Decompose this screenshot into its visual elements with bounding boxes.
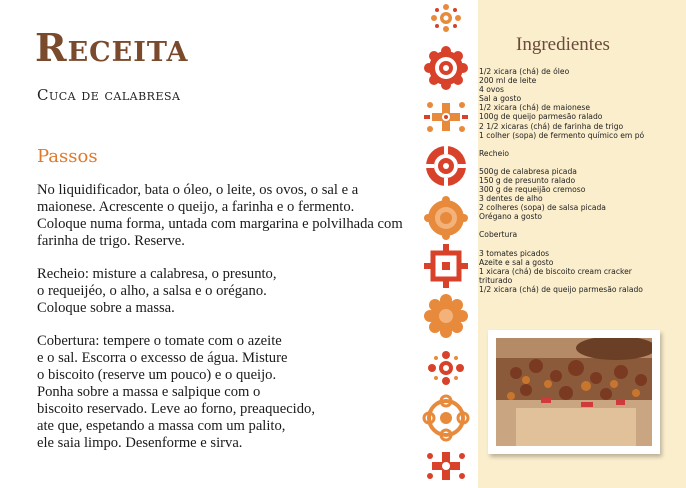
scallop-flower-icon [424, 46, 468, 90]
list-item: 1 colher (sopa) de fermento químico em pó [479, 130, 645, 140]
sun-icon [426, 146, 466, 186]
list-item: 150 g de presunto ralado [479, 175, 576, 185]
list-item: 2 colheres (sopa) de salsa picada [479, 203, 606, 213]
list-item: 2 1/2 xicaras (chá) de farinha de trigo [479, 121, 624, 131]
list-item: Sal a gosto [479, 94, 522, 104]
filling-label: Recheio [479, 148, 510, 158]
step-paragraph-topping: Cobertura: tempere o tomate com o azeite e o sal. Escorra o excesso de água. Misture o biscoito (reserve um pouco) e o queijo. Ponha sobre a massa e salpique com o biscoito reservado. Leve ao forno, preaquecido, ate que, espetando a massa com um palito, ele saia limpo. Desenforme e sirva. [37, 333, 315, 451]
topping-label: Cobertura [479, 230, 518, 240]
list-item: Azeite e sal a gosto [479, 257, 554, 267]
list-item: 3 tomates picados [479, 248, 550, 258]
key-ornament-icon [424, 244, 468, 288]
list-item: 100g de queijo parmesão ralado [479, 112, 603, 122]
ingredients-list [479, 67, 679, 294]
cake-photo-icon [496, 338, 652, 446]
steps-heading: Passos [37, 146, 98, 167]
list-item: 200 ml de leite [479, 76, 537, 86]
ornament-strip [412, 0, 478, 488]
list-item: 300 g de requeijão cremoso [479, 185, 586, 195]
cross-ornament-icon [427, 452, 465, 480]
ingredients-title: Ingredientes [516, 34, 610, 55]
recipe-name: Cuca de calabresa [37, 86, 181, 104]
list-item: 1/2 xicara (chá) de queijo parmesão ralado [479, 284, 643, 294]
page-title: Receita [35, 25, 189, 70]
list-item: 1/2 xicara (chá) de óleo [479, 67, 570, 76]
list-item: 500g de calabresa picada [479, 166, 577, 176]
step-paragraph-filling: Recheio: misture a calabresa, o presunto, o requeijéo, o alho, a salsa e o orégano. Coloque sobre a massa. [37, 266, 277, 316]
list-item: 3 dentes de alho [479, 194, 543, 204]
list-item: 1 xicara (chá) de biscoito cream cracker triturado [479, 266, 632, 285]
list-item: Orégano a gosto [479, 212, 543, 222]
list-item: 4 ovos [479, 85, 504, 95]
step-paragraph-dough: No liquidificador, bata o óleo, o leite, os ovos, o sal e a maionese. Acrescente o queijo, a farinha e o fermento. Coloque numa forma, untada com margarina e polvilhada com farinha de trigo. Reserve. [37, 182, 403, 249]
recipe-photo [488, 330, 660, 454]
list-item: 1/2 xicara (chá) de maionese [479, 103, 591, 113]
